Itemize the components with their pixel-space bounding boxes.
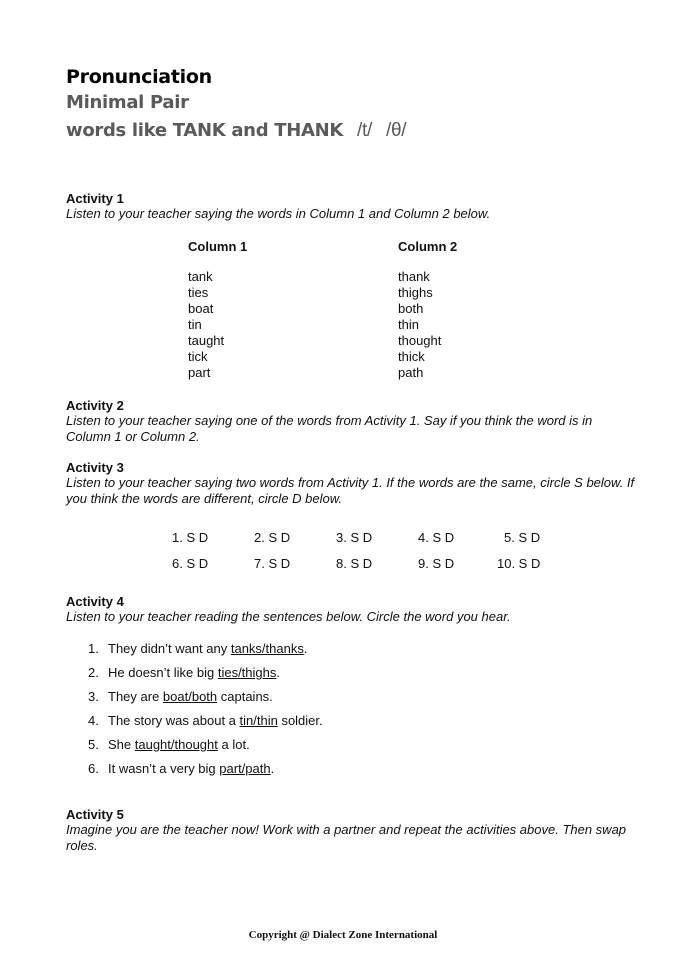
sentence-number: 3.: [88, 689, 99, 704]
sentence-number: 5.: [88, 737, 99, 752]
sd-item: 9. S D: [418, 556, 455, 571]
sentence-number: 2.: [88, 665, 99, 680]
ipa-t: /t/: [357, 120, 372, 141]
sentence-text: .: [303, 641, 308, 656]
word-col2: thought: [398, 333, 442, 348]
word-pair-choice[interactable]: tin/thin: [239, 713, 278, 728]
word-col2: thank: [398, 269, 430, 284]
sentence-item: [88, 737, 250, 752]
sd-item: 4. S D: [418, 530, 455, 545]
activity1-instruction: Listen to your teacher saying the words in Column 1 and Column 2 below.: [66, 206, 491, 221]
sentence-text: She: [108, 737, 135, 752]
copyright-footer: Copyright @ Dialect Zone International: [248, 929, 438, 941]
word-col2: both: [398, 301, 424, 316]
page-title: Pronunciation: [66, 66, 212, 88]
sd-item: 6. S D: [172, 556, 209, 571]
sentence-item: [88, 761, 274, 776]
sd-item: 1. S D: [172, 530, 209, 545]
sentence-text: They are: [108, 689, 163, 704]
word-col1: tin: [188, 317, 202, 332]
sd-item: 7. S D: [254, 556, 291, 571]
sd-item: 2. S D: [254, 530, 291, 545]
sentence-item: [88, 689, 273, 704]
activity2-title: Activity 2: [66, 398, 124, 413]
sentence-text: They didn’t want any: [108, 641, 231, 656]
sentence-text: .: [276, 665, 281, 680]
activity4-instruction: Listen to your teacher reading the sentences below. Circle the word you hear.: [66, 609, 511, 624]
page-subtitle: Minimal Pair: [66, 92, 189, 113]
sentence-text: It wasn’t a very big: [108, 761, 220, 776]
column2-list: [398, 269, 441, 381]
word-col1: tank: [188, 269, 213, 284]
heading-text: words like TANK and THANK: [66, 120, 344, 141]
column2-header: Column 2: [398, 239, 458, 254]
word-col1: part: [188, 365, 211, 380]
word-col1: tick: [188, 349, 208, 364]
sentence-text: The story was about a: [108, 713, 240, 728]
sd-item: 8. S D: [336, 556, 373, 571]
sd-item: 10. S D: [497, 556, 541, 571]
page-heading: [66, 120, 406, 142]
sentence-number: 6.: [88, 761, 99, 776]
sd-item: 5. S D: [504, 530, 541, 545]
word-pair-choice[interactable]: boat/both: [162, 689, 218, 704]
activity1-title: Activity 1: [66, 191, 124, 206]
sentence-text: a lot.: [217, 737, 250, 752]
column1-list: [188, 269, 224, 381]
word-col2: thighs: [398, 285, 433, 300]
word-col2: thick: [398, 349, 425, 364]
word-pair-choice[interactable]: ties/thighs: [217, 665, 277, 680]
activity5-title: Activity 5: [66, 807, 124, 822]
word-col1: ties: [188, 285, 209, 300]
activity3-title: Activity 3: [66, 460, 124, 475]
word-pair-choice[interactable]: taught/thought: [134, 737, 218, 752]
word-col1: taught: [188, 333, 225, 348]
sentence-item: [88, 641, 307, 656]
word-pair-choice[interactable]: tanks/thanks: [230, 641, 304, 656]
word-col2: thin: [398, 317, 419, 332]
word-col1: boat: [188, 301, 214, 316]
sentence-number: 1.: [88, 641, 99, 656]
sentence-item: [88, 665, 280, 680]
sentence-text: He doesn’t like big: [108, 665, 218, 680]
sentence-text: soldier.: [277, 713, 323, 728]
sentence-text: captains.: [217, 689, 273, 704]
activity5-instruction: Imagine you are the teacher now! Work with a partner and repeat the activities above. Then swap roles.: [66, 822, 627, 853]
sentence-text: .: [270, 761, 275, 776]
sentence-item: [88, 713, 323, 728]
activity3-instruction: Listen to your teacher saying two words from Activity 1. If the words are the same, circle S below. If you think the words are different, circle D below.: [66, 475, 635, 506]
activity2-instruction: Listen to your teacher saying one of the words from Activity 1. Say if you think the word is in Column 1 or Column 2.: [66, 413, 593, 444]
ipa-th: /θ/: [385, 120, 407, 141]
sd-item: 3. S D: [336, 530, 373, 545]
word-pair-choice[interactable]: part/path: [219, 761, 271, 776]
word-col2: path: [398, 365, 424, 380]
sentence-number: 4.: [88, 713, 99, 728]
column1-header: Column 1: [188, 239, 248, 254]
activity4-title: Activity 4: [66, 594, 124, 609]
